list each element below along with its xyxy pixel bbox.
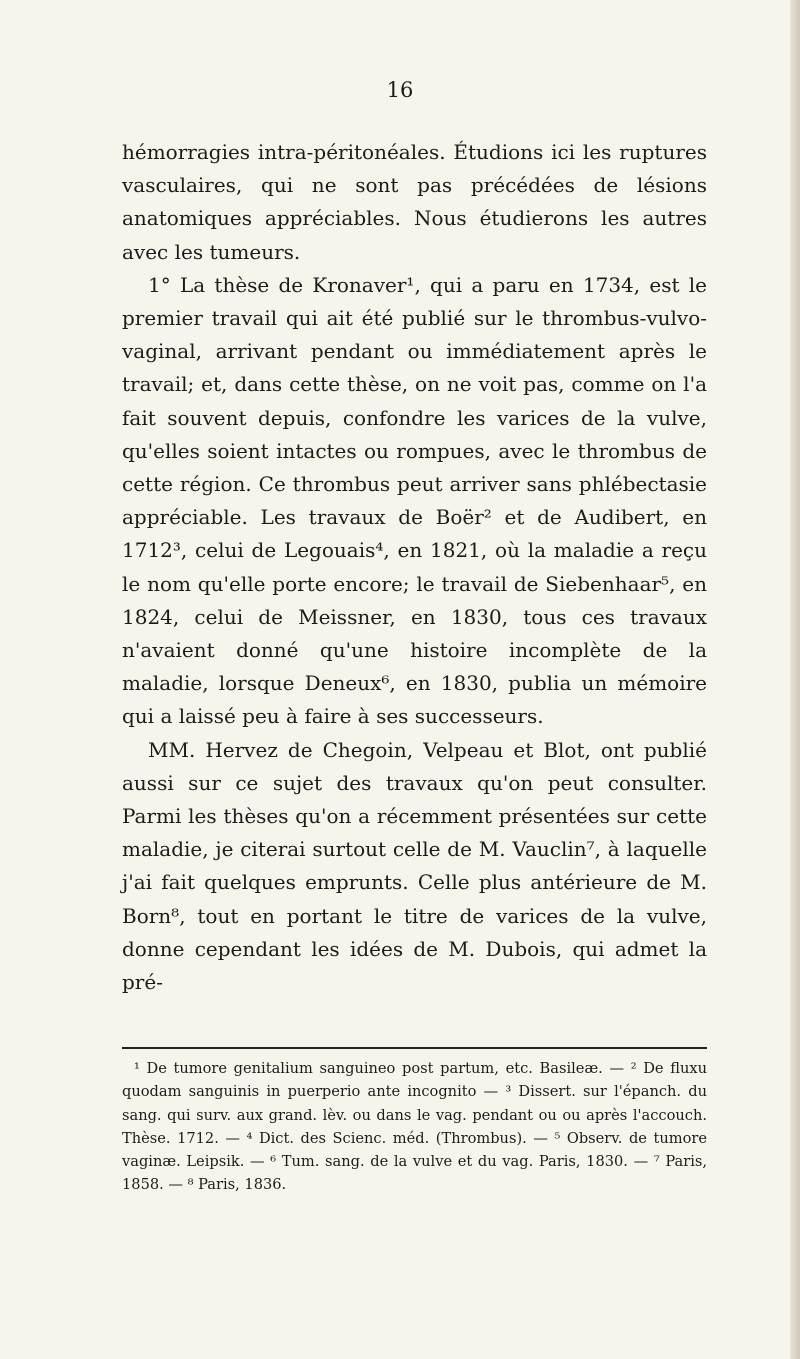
paragraph-1: hémorragies intra-péritonéales. Étudions ici les ruptures vasculaires, qui ne sont pas précédées de lésions anatomiques appréciables. Nous étudierons les autres avec les tumeurs. <box>122 140 707 264</box>
footnotes: ¹ De tumore genitalium sanguineo post partum, etc. Basileæ. — ² De fluxu quodam sanguinis in puerperio ante incognito — ³ Dissert. sur l'épanch. du sang. qui surv. aux grand. lèv. ou dans le vag. pendant ou ou après l'accouch. Thèse. 1712. — ⁴ Dict. des Scienc. méd. (Thrombus). — ⁵ Observ. de tumore vaginæ. Leipsik. — ⁶ Tum. sang. de la vulve et du vag. Paris, 1830. — ⁷ Paris, 1858. — ⁸ Paris, 1836. <box>122 1060 707 1194</box>
footnote-rule <box>122 1047 707 1049</box>
page-edge <box>790 0 800 1359</box>
paragraph-3: MM. Hervez de Chegoin, Velpeau et Blot, ont publié aussi sur ce sujet des travaux qu'on peut consulter. Parmi les thèses qu'on a récemment présentées sur cette maladie, je citerai surtout celle de M. Vauclin⁷, à laquelle j'ai fait quelques emprunts. Celle plus antérieure de M. Born⁸, tout en portant le titre de varices de la vulve, donne cependant les idées de M. Dubois, qui admet la pré- <box>122 737 707 995</box>
body-text <box>122 136 707 999</box>
paragraph-2: 1° La thèse de Kronaver¹, qui a paru en 1734, est le premier travail qui ait été publié sur le thrombus-vulvo-vaginal, arrivant pendant ou immédiatement après le travail; et, dans cette thèse, on ne voit pas, comme on l'a fait souvent depuis, confondre les varices de la vulve, qu'elles soient intactes ou rompues, avec le thrombus de cette région. Ce thrombus peut arriver sans phlébectasie appréciable. Les travaux de Boër² et de Audibert, en 1712³, celui de Legouais⁴, en 1821, où la maladie a reçu le nom qu'elle porte encore; le travail de Siebenhaar⁵, en 1824, celui de Meissner, en 1830, tous ces travaux n'avaient donné qu'une histoire incomplète de la maladie, lorsque Deneux⁶, en 1830, publia un mémoire qui a laissé peu à faire à ses successeurs. <box>122 272 707 729</box>
page-number: 16 <box>386 78 414 102</box>
